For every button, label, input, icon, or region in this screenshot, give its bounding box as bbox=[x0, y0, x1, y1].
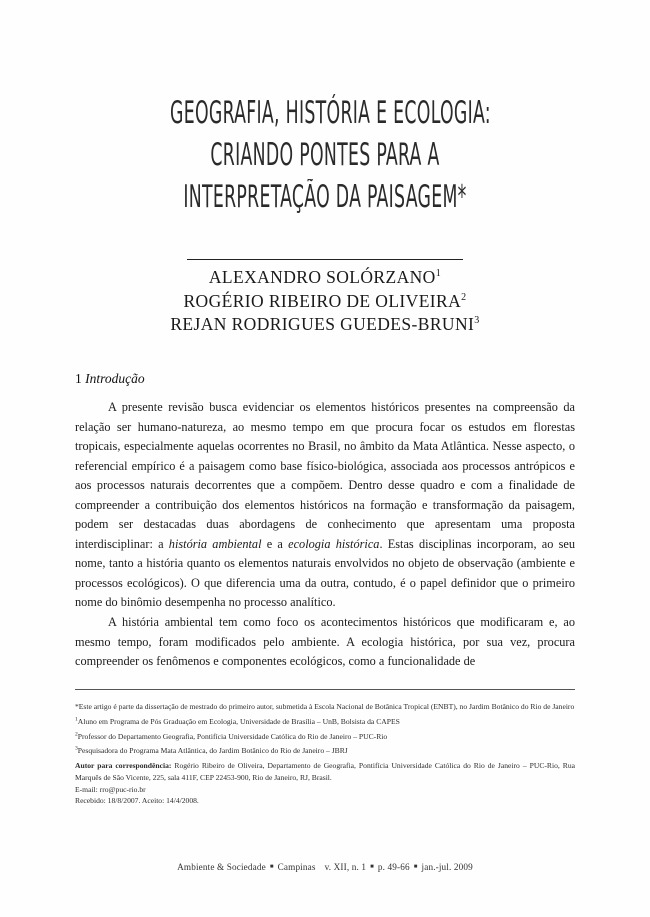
author-3-note-marker: 3 bbox=[474, 315, 480, 327]
footnote-1-text: Aluno em Programa de Pós Graduação em Ecologia, Universidade de Brasília – UnB, Bolsista da CAPES bbox=[77, 716, 400, 726]
footnote-1-marker: 1 bbox=[75, 716, 78, 723]
title-line-3: INTERPRETAÇÃO DA PAISAGEM* bbox=[183, 179, 467, 215]
author-1 bbox=[75, 266, 575, 290]
submission-dates: Recebido: 18/8/2007. Aceito: 14/4/2008. bbox=[75, 796, 199, 806]
footnote-3-marker: 3 bbox=[75, 745, 78, 752]
term-ecologia-historica: ecologia histórica bbox=[288, 536, 380, 551]
corresponding-author-label: Autor para correspondência: bbox=[75, 761, 172, 771]
authors-divider bbox=[187, 259, 463, 260]
body-text bbox=[75, 398, 575, 672]
paragraph-1-part-c: . Estas disciplinas incorporam, ao seu nome, tanto a história quanto os elementos naturais envolvidos no objeto de observação (ambiente e processos ecológicos). O que diferencia uma da outra, contudo, é o papel definidor que o primeiro nome do binômio desempenha no processo analítico. bbox=[75, 536, 576, 610]
footer-pages: p. 49-66 bbox=[377, 862, 410, 872]
footer-separator-2-icon: ■ bbox=[370, 864, 374, 870]
author-list bbox=[75, 266, 575, 337]
footer-journal: Ambiente & Sociedade bbox=[177, 862, 266, 872]
footnote-2-text: Professor do Departamento Geografia, Pontifícia Universidade Católica do Rio de Janeiro – PUC-Rio bbox=[77, 731, 388, 741]
author-2 bbox=[75, 290, 575, 314]
author-3 bbox=[75, 313, 575, 337]
section-title: Introdução bbox=[85, 371, 145, 386]
article-title bbox=[75, 92, 575, 218]
page-footer bbox=[75, 862, 575, 872]
footnote-1 bbox=[75, 716, 575, 728]
corresponding-author bbox=[75, 760, 575, 783]
corresponding-author-text: Rogério Ribeiro de Oliveira, Departamento de Geografia, Pontifícia Universidade Católica do Rio de Janeiro – PUC-Rio, Rua Marquês de São Vicente, 225, sala 411F, CEP 22453-900, Rio de Janeiro, RJ, Brasil. bbox=[75, 761, 576, 783]
paragraph-1-part-a: A presente revisão busca evidenciar os elementos históricos presentes na compreensão da relação ser humano-natureza, ao mesmo tempo em que procura focar os estudos em florestas tropicais, especialmente aquelas ocorrentes no Brasil, no âmbito da Mata Atlântica. Nesse aspecto, o referencial empírico é a paisagem como base físico-biológica, associada aos processos antrópicos e aos processos naturais decorrentes que a compõem. Dentro desse quadro e com a finalidade de compreender a contribuição dos elementos históricos na formação e transformação da paisagem, podem ser destacadas duas abordagens de conhecimento que apresentam uma proposta interdisciplinar: a bbox=[75, 400, 575, 551]
footer-volume: v. XII, n. 1 bbox=[324, 862, 367, 872]
paragraph-1-part-b: e a bbox=[261, 536, 289, 551]
footer-separator-1-icon: ■ bbox=[269, 864, 274, 870]
title-line-2: CRIANDO PONTES PARA A bbox=[210, 137, 440, 173]
author-3-name: REJAN RODRIGUES GUEDES-BRUNI bbox=[170, 314, 475, 334]
paragraph-2: A história ambiental tem como foco os acontecimentos históricos que modificaram e, ao mesmo tempo, foram modificados pelo ambiente. A ecologia histórica, por sua vez, procura compreender os fenômenos e componentes ecológicos, como a funcionalidade de bbox=[75, 615, 575, 669]
footnotes-block bbox=[75, 701, 575, 807]
footnote-2-marker: 2 bbox=[75, 731, 78, 738]
footer-separator-3-icon: ■ bbox=[413, 864, 418, 870]
term-historia-ambiental: história ambiental bbox=[168, 536, 262, 551]
footer-date: jan.-jul. 2009 bbox=[421, 862, 473, 872]
section-number: 1 bbox=[75, 371, 82, 386]
corresponding-email[interactable]: E-mail: rro@puc-rio.br bbox=[75, 784, 146, 794]
author-1-note-marker: 1 bbox=[435, 268, 442, 280]
corresponding-author-block bbox=[75, 760, 575, 806]
footnote-divider bbox=[75, 689, 575, 690]
author-2-name: ROGÉRIO RIBEIRO DE OLIVEIRA bbox=[183, 290, 462, 311]
footnote-3-text: Pesquisadora do Programa Mata Atlântica, do Jardim Botânico do Rio de Janeiro – JBRJ bbox=[77, 746, 348, 756]
author-1-name: ALEXANDRO SOLÓRZANO bbox=[208, 267, 436, 287]
footnote-2 bbox=[75, 731, 575, 743]
title-line-1: GEOGRAFIA, HISTÓRIA E ECOLOGIA: bbox=[170, 95, 491, 131]
footnote-star: *Este artigo é parte da dissertação de mestrado do primeiro autor, submetida à Escola Nacional de Botânica Tropical (ENBT), no Jardim Botânico do Rio de Janeiro bbox=[75, 702, 575, 711]
footnote-3 bbox=[75, 745, 575, 757]
paragraph-1 bbox=[75, 398, 575, 613]
section-heading bbox=[75, 371, 575, 387]
footer-city: Campinas bbox=[277, 862, 316, 872]
author-2-note-marker: 2 bbox=[461, 291, 467, 303]
